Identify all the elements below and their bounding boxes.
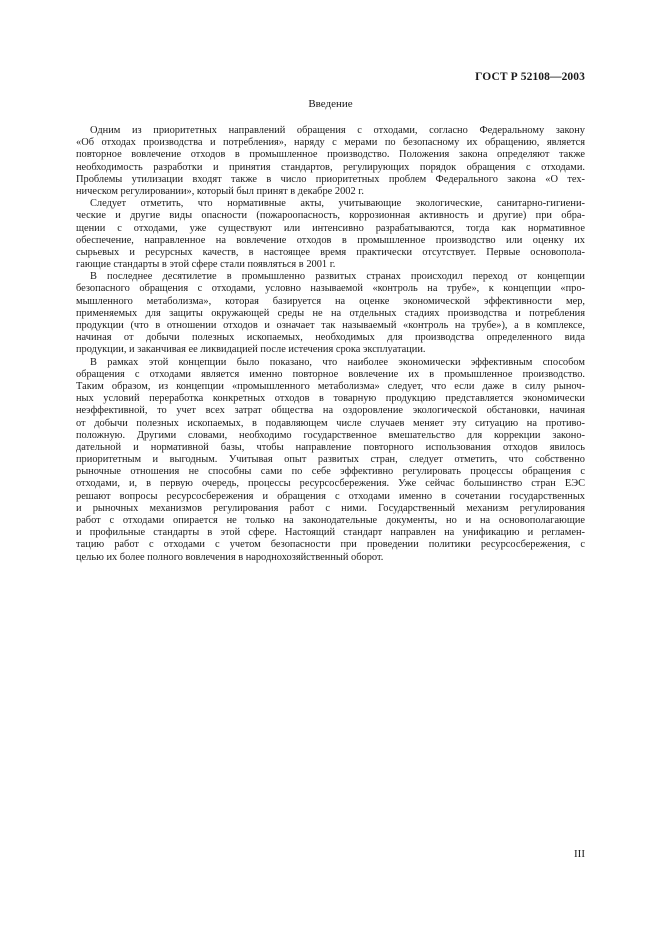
text-line: и рыночных механизмов регулирования работ с ними. Государственный механизм регулирования bbox=[76, 502, 585, 514]
text-line: положную. Другими словами, необходимо государственное вмешательство для коррекции законо- bbox=[76, 429, 585, 441]
text-line: Следует отметить, что нормативные акты, учитывающие экологические, санитарно-гигиени- bbox=[90, 198, 585, 210]
text-line: и профильные стандарты в этой сфере. Настоящий стандарт направлен на унификацию и регламен- bbox=[76, 527, 585, 539]
paragraph bbox=[76, 125, 585, 198]
text-line: обращения с отходами является именно повторное вовлечение их в промышленное производство. bbox=[76, 368, 585, 380]
paragraph bbox=[76, 198, 585, 271]
text-line: целью их более полного вовлечения в народнохозяйственный оборот. bbox=[76, 551, 384, 563]
document-code: ГОСТ Р 52108—2003 bbox=[475, 71, 585, 83]
text-line: безопасного обращения с отходами, условно называемой «контроль на трубе», к концепции «про- bbox=[76, 283, 585, 295]
text-line: продукции (что в отношении отходов и означает так называемый «контроль на трубе»), а в комплексе, bbox=[76, 320, 585, 331]
text-line: мышленного метаболизма», которая базируется на оценке экономической эффективности мер, bbox=[76, 295, 585, 307]
text-line: Проблемы утилизации входят также в число приоритетных проблем Федерального закона «О тех- bbox=[76, 173, 585, 185]
text-line: ческие и другие виды опасности (пожароопасность, коррозионная активность и другие) при обра- bbox=[76, 210, 585, 222]
text-line: приоритетным и выгодным. Учитывая опыт развитых стран, следует отметить, что собственно bbox=[76, 454, 585, 466]
text-line: ническом регулировании», который был принят в декабре 2002 г. bbox=[76, 185, 364, 197]
paragraph bbox=[76, 271, 585, 356]
text-line: сырьевых и ресурсных качеств, в настоящее время практически отсутствует. Первые основопола- bbox=[76, 246, 585, 258]
text-line: начиная от добычи полезных ископаемых, необходимых для производства определенного вида bbox=[76, 332, 585, 344]
text-line: работ с отходами опирается не только на законодательные документы, но и на основополагающие bbox=[76, 515, 585, 526]
text-line: щении с отходами, уже существуют или интенсивно разрабатываются, тогда как нормативное bbox=[76, 222, 585, 234]
text-line: необходимость разработки и принятия стандартов, регулирующих порядок обращения с отходами. bbox=[76, 161, 585, 173]
text-line: гающие стандарты в этой сфере стали появляться в 2001 г. bbox=[76, 259, 336, 271]
text-line: Одним из приоритетных направлений обращения с отходами, согласно Федеральному закону bbox=[90, 125, 585, 136]
paragraph bbox=[76, 357, 585, 564]
text-line: повторное вовлечение отходов в промышленное производство. Положения закона определяют также bbox=[76, 149, 585, 161]
text-line: Таким образом, из концепции «промышленного метаболизма» следует, что если даже в силу рыноч- bbox=[76, 380, 585, 392]
text-line: ных условий переработка конкретных отходов в товарную продукцию представляется экономически bbox=[76, 393, 585, 405]
body-text bbox=[76, 125, 585, 564]
text-line: тацию работ с отходами с учетом безопасности при проведении политики ресурсосбережения, с bbox=[76, 539, 585, 551]
section-title: Введение bbox=[308, 98, 353, 110]
text-line: отходами, и, в первую очередь, процессы ресурсосбережения. Уже сейчас большинство стран ЕЭС bbox=[76, 478, 585, 490]
text-line: рыночные отношения не способны сами по себе эффективно регулировать процессы обращения с bbox=[76, 466, 585, 478]
text-line: решают вопросы ресурсосбережения и обращения с отходами именно в сочетании государственных bbox=[76, 490, 585, 502]
text-line: «Об отходах производства и потребления», наряду с мерами по безопасному их обращению, является bbox=[76, 137, 585, 149]
text-line: применяемых для защиты окружающей среды не на отдельных стадиях производства и потребления bbox=[76, 307, 585, 319]
text-line: В рамках этой концепции было показано, что наиболее экономически эффективным способом bbox=[90, 356, 585, 368]
page-number: III bbox=[574, 848, 585, 860]
text-line: обеспечение, направленное на вовлечение отходов в промышленное производство или оценку их bbox=[76, 234, 585, 246]
text-line: дательной и нормативной базы, чтобы направление повторного использования отходов явилось bbox=[76, 441, 585, 453]
text-line: В последнее десятилетие в промышленно развитых странах происходил переход от концепции bbox=[90, 271, 585, 283]
text-line: неэффективной, то учет всех затрат общества на оздоровление экологической обстановки, начиная bbox=[76, 405, 585, 417]
text-line: продукции, и заканчивая ее ликвидацией после истечения срока эксплуатации. bbox=[76, 344, 426, 356]
text-line: от добычи полезных ископаемых, в подавляющем числе случаев меняет эту ситуацию на противо- bbox=[76, 417, 585, 429]
